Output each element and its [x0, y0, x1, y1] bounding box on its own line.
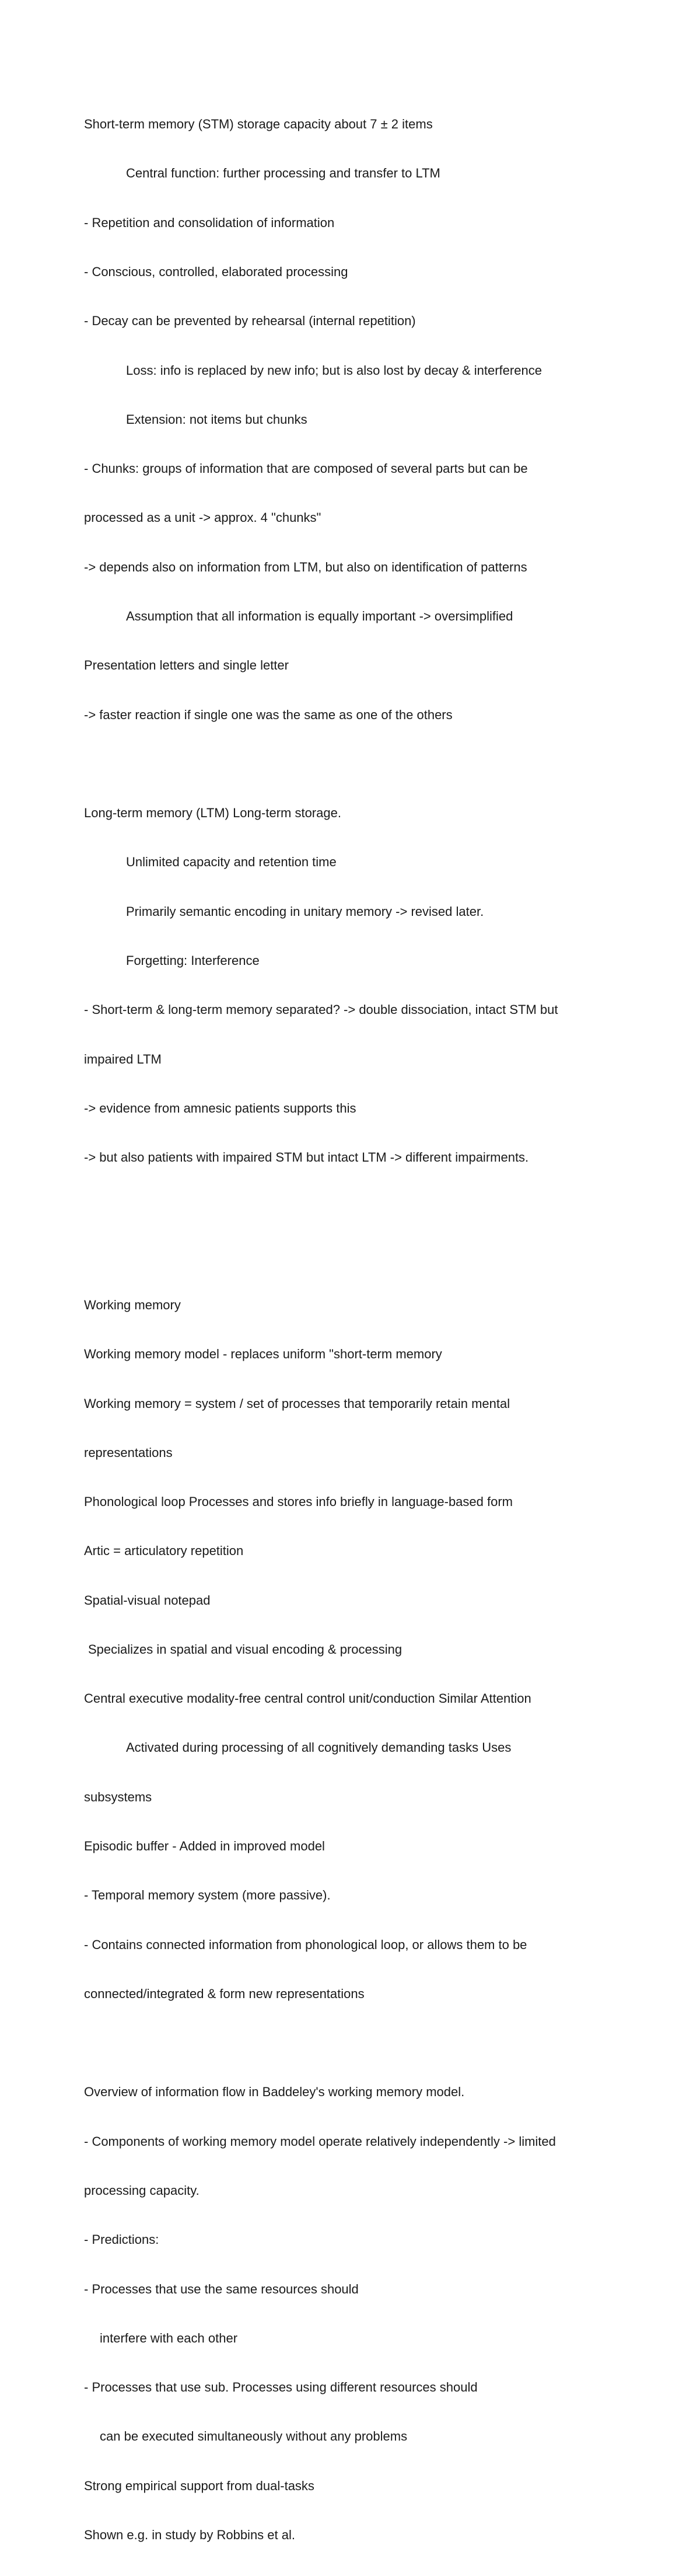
- text-line: Episodic buffer - Added in improved model: [84, 1839, 325, 1854]
- text-line: connected/integrated & form new representations: [84, 1986, 365, 2001]
- text-line: Specializes in spatial and visual encoding & processing: [88, 1641, 402, 1657]
- text-line: Primarily semantic encoding in unitary memory -> revised later.: [126, 904, 484, 919]
- text-line: - Components of working memory model operate relatively independently -> limited: [84, 2134, 556, 2149]
- text-line: subsystems: [84, 1789, 152, 1804]
- text-line: Shown e.g. in study by Robbins et al.: [84, 2527, 295, 2542]
- text-line: Presentation letters and single letter: [84, 658, 289, 673]
- blank-line: [84, 2035, 626, 2051]
- text-line: Unlimited capacity and retention time: [126, 855, 337, 870]
- text-line: - Temporal memory system (more passive).: [84, 1888, 331, 1903]
- text-line: Artic = articulatory repetition: [84, 1543, 244, 1559]
- text-line: Working memory model - replaces uniform "short-term memory: [84, 1347, 442, 1362]
- text-line: Working memory = system / set of processes that temporarily retain mental: [84, 1396, 510, 1411]
- text-line: - Processes that use the same resources should: [84, 2281, 359, 2296]
- text-line: Assumption that all information is equally important -> oversimplified: [126, 609, 513, 623]
- text-line: Loss: info is replaced by new info; but is also lost by decay & interference: [126, 362, 542, 378]
- text-line: Spatial-visual notepad: [84, 1592, 211, 1608]
- text-line: Central executive modality-free central control unit/conduction Similar Attention: [84, 1691, 531, 1706]
- text-line: Strong empirical support from dual-tasks: [84, 2478, 314, 2493]
- text-line: - Repetition and consolidation of information: [84, 215, 335, 230]
- text-line: Long-term memory (LTM) Long-term storage.: [84, 806, 341, 821]
- text-line: - Predictions:: [84, 2232, 159, 2247]
- text-line: -> but also patients with impaired STM but intact LTM -> different impairments.: [84, 1150, 529, 1165]
- text-line: Central function: further processing and transfer to LTM: [126, 166, 440, 181]
- blank-line: [84, 1198, 626, 1215]
- text-line: Short-term memory (STM) storage capacity about 7 ± 2 items: [84, 117, 433, 132]
- text-line: -> evidence from amnesic patients supports this: [84, 1100, 356, 1116]
- document-body: [84, 83, 626, 2576]
- text-line: - Processes that use sub. Processes using different resources should: [84, 2380, 478, 2395]
- text-line: -> depends also on information from LTM, but also on identification of patterns: [84, 559, 527, 574]
- blank-line: [84, 756, 626, 772]
- text-line: interfere with each other: [100, 2330, 238, 2345]
- text-line: Overview of information flow in Baddeley's working memory model.: [84, 2084, 465, 2100]
- text-line: - Conscious, controlled, elaborated processing: [84, 264, 348, 280]
- text-line: impaired LTM: [84, 1051, 162, 1066]
- text-line: -> faster reaction if single one was the same as one of the others: [84, 707, 453, 722]
- blank-line: [84, 1248, 626, 1264]
- text-line: Forgetting: Interference: [126, 953, 260, 968]
- text-line: Extension: not items but chunks: [126, 412, 307, 427]
- text-line: representations: [84, 1445, 173, 1460]
- text-line: - Short-term & long-term memory separated? -> double dissociation, intact STM but: [84, 1002, 558, 1017]
- text-line: processed as a unit -> approx. 4 "chunks": [84, 510, 321, 525]
- text-line: can be executed simultaneously without any problems: [100, 2429, 408, 2444]
- text-line: Activated during processing of all cognitively demanding tasks Uses: [126, 1740, 512, 1755]
- text-line: Working memory: [84, 1297, 181, 1312]
- text-line: processing capacity.: [84, 2183, 200, 2198]
- text-line: - Decay can be prevented by rehearsal (internal repetition): [84, 313, 416, 329]
- text-line: - Chunks: groups of information that are composed of several parts but can be: [84, 461, 528, 476]
- text-line: - Contains connected information from phonological loop, or allows them to be: [84, 1937, 527, 1952]
- text-line: Phonological loop Processes and stores info briefly in language-based form: [84, 1494, 513, 1510]
